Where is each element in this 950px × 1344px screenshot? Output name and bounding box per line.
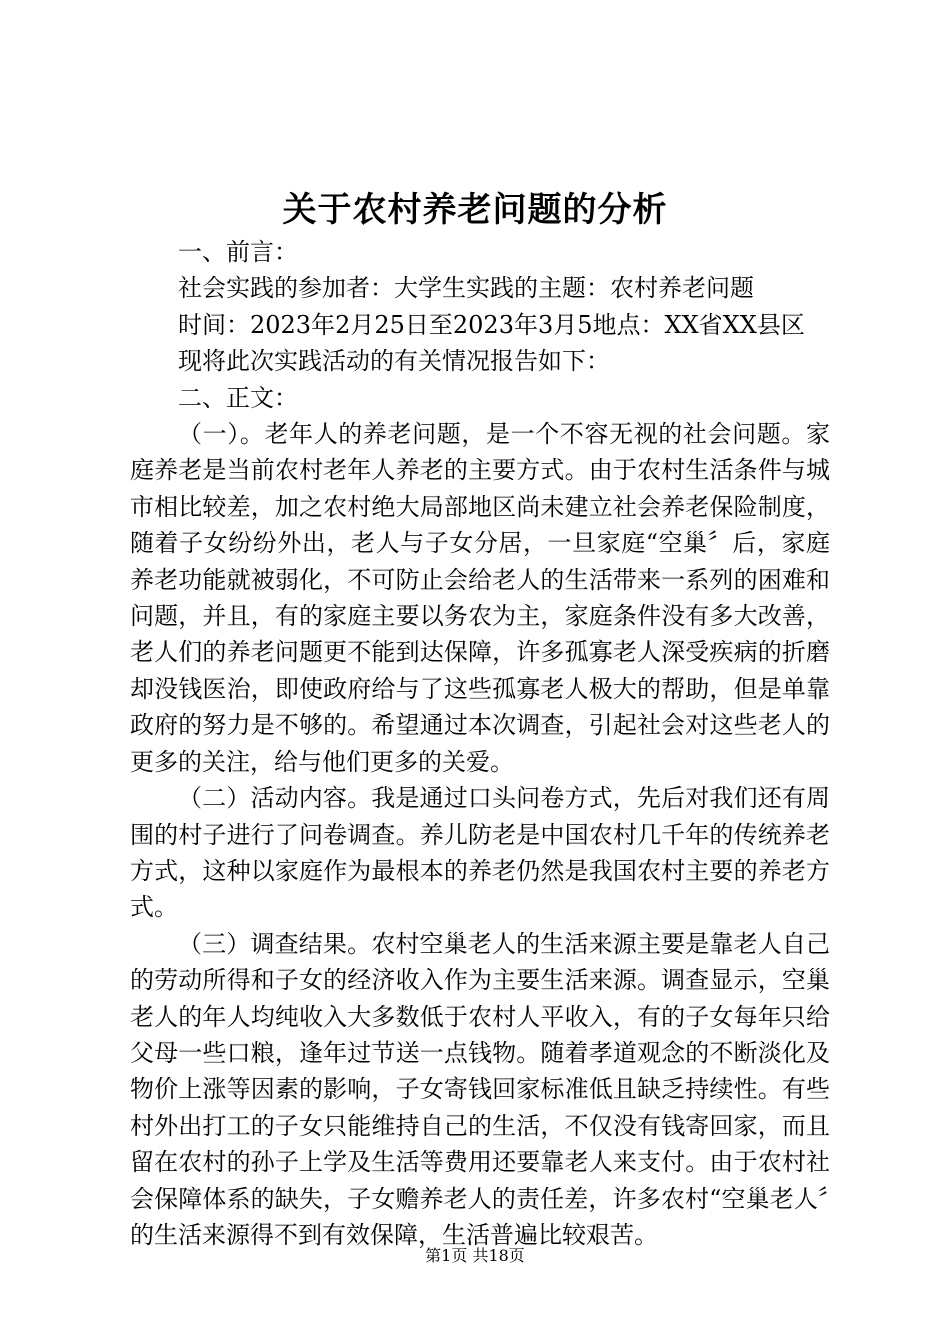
- document-body: [130, 234, 830, 1253]
- section-heading-main: 二、正文：: [178, 383, 298, 412]
- participants-line: 社会实践的参加者：大学生实践的主题：农村养老问题: [178, 274, 754, 303]
- section-heading-preface: 一、前言：: [178, 238, 298, 266]
- report-intro-line: 现将此次实践活动的有关情况报告如下：: [178, 347, 610, 376]
- paragraph-part-one: （一）。老年人的养老问题，是一个不容无视的社会问题。家庭养老是当前农村老年人养老的主要方式。由于农村生活条件与城市相比较差，加之农村绝大局部地区尚未建立社会养老保险制度，随着子女纷纷外出，老人与子女分居，一旦家庭“空巢〞后，家庭养老功能就被弱化，不可防止会给老人的生活带来一系列的困难和问题，并且，有的家庭主要以务农为主，家庭条件没有多大改善，老人们的养老问题更不能到达保障，许多孤寡老人深受疾病的折磨却没钱医治，即使政府给与了这些孤寡老人极大的帮助，但是单靠政府的努力是不够的。希望通过本次调查，引起社会对这些老人的更多的关注，给与他们更多的关爱。: [130, 420, 830, 776]
- page-number-footer: 第1页 共18页: [425, 1246, 525, 1265]
- time-location-line: 时间：2023年2月25日至2023年3月5地点：XX省XX县区: [178, 310, 805, 339]
- paragraph-part-two: （二）活动内容。我是通过口头问卷方式，先后对我们还有周围的村子进行了问卷调查。养儿防老是中国农村几千年的传统养老方式，这种以家庭作为最根本的养老仍然是我国农村主要的养老方式。: [130, 784, 830, 922]
- document-title: 关于农村养老问题的分析: [282, 190, 668, 230]
- paragraph-part-three: （三）调查结果。农村空巢老人的生活来源主要是靠老人自己的劳动所得和子女的经济收入作为主要生活来源。调查显示，空巢老人的年人均纯收入大多数低于农村人平收入，有的子女每年只给父母一些口粮，逢年过节送一点钱物。随着孝道观念的不断淡化及物价上涨等因素的影响，子女寄钱回家标准低且缺乏持续性。有些村外出打工的子女只能维持自己的生活，不仅没有钱寄回家，而且留在农村的孙子上学及生活等费用还要靠老人来支付。由于农村社会保障体系的缺失，子女赡养老人的责任差，许多农村“空巢老人〞的生活来源得不到有效保障，生活普遍比较艰苦。: [130, 929, 830, 1249]
